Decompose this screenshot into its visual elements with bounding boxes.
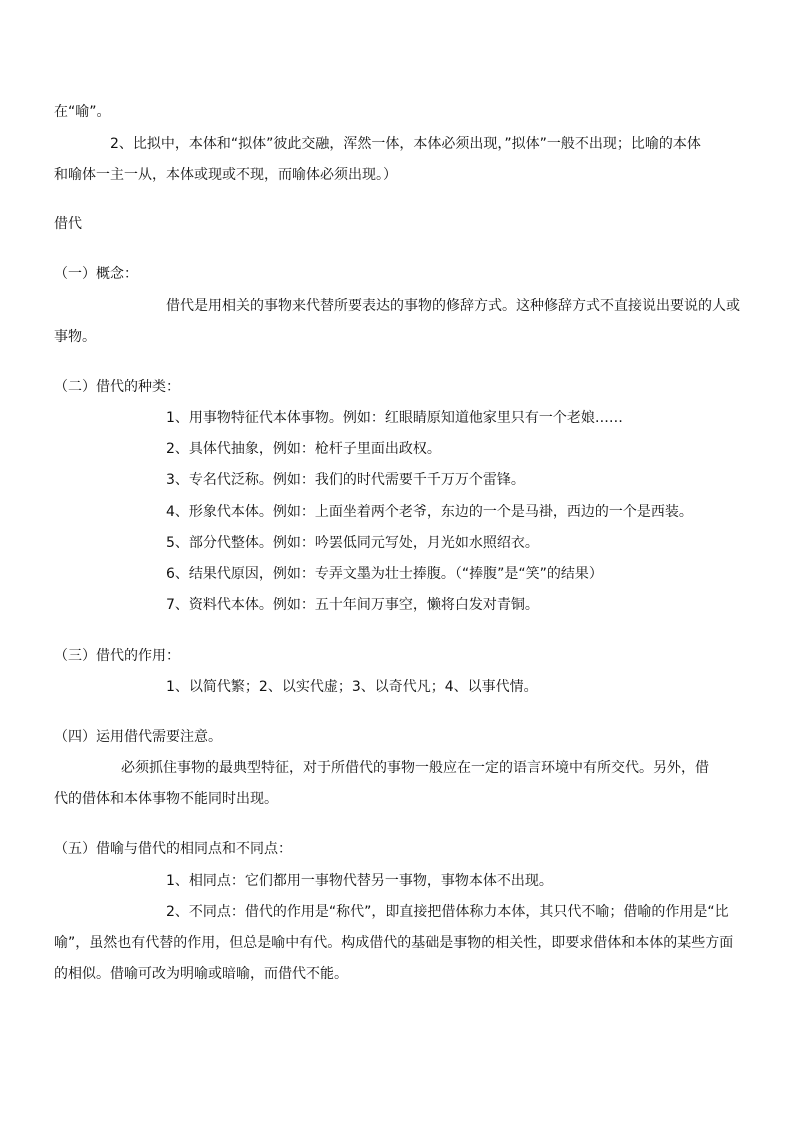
type-item: 5、部分代整体。例如：吟罢低同元写处，月光如水照绍衣。	[166, 535, 539, 551]
notes-text-line-1: 必须抓住事物的最典型特征，对于所借代的事物一般应在一定的语言环境中有所交代。另外，借	[121, 760, 709, 776]
type-item: 3、专名代泛称。例如：我们的时代需要千千万万个雷锋。	[166, 472, 525, 488]
type-item: 2、具体代抽象，例如：枪杆子里面出政权。	[166, 441, 441, 457]
types-heading: （二）借代的种类：	[54, 379, 180, 395]
comparison-diff-line-3: 的相似。借喻可改为明喻或暗喻，而借代不能。	[54, 966, 348, 982]
concept-text-line-2: 事物。	[54, 329, 96, 345]
point-2-line-1: 2、比拟中，本体和“拟体”彼此交融，浑然一体，本体必须出现，”拟体”一般不出现；比喻的本体	[110, 136, 701, 152]
concept-heading: （一）概念：	[54, 266, 138, 282]
point-2-line-2: 和喻体一主一从，本体或现或不现，而喻体必须出现。）	[54, 167, 397, 183]
function-text: 1、以简代繁；2、以实代虚；3、以奇代凡；4、以事代情。	[166, 679, 538, 695]
type-item: 6、结果代原因，例如：专弄文墨为壮士捧腹。（“捧腹”是“笑”的结果）	[166, 566, 603, 582]
notes-text-line-2: 代的借体和本体事物不能同时出现。	[54, 791, 278, 807]
continuation-line: 在“喻”。	[54, 104, 111, 120]
comparison-diff-line-2: 喻”，虽然也有代替的作用，但总是喻中有代。构成借代的基础是事物的相关性，即要求借体和本体的某些方面	[54, 935, 734, 951]
comparison-same: 1、相同点：它们都用一事物代替另一事物，事物本体不出现。	[166, 873, 553, 889]
concept-text-line-1: 借代是用相关的事物来代替所要表达的事物的修辞方式。这种修辞方式不直接说出要说的人或	[166, 298, 740, 314]
section-title: 借代	[54, 216, 82, 232]
comparison-heading: （五）借喻与借代的相同点和不同点：	[54, 841, 292, 857]
type-item: 7、资料代本体。例如：五十年间万事空，懒将白发对青铜。	[166, 597, 539, 613]
function-heading: （三）借代的作用：	[54, 648, 180, 664]
notes-heading: （四）运用借代需要注意。	[54, 729, 222, 745]
type-item: 1、用事物特征代本体事物。例如：红眼睛原知道他家里只有一个老娘……	[166, 410, 623, 426]
comparison-diff-line-1: 2、不同点：借代的作用是“称代”，即直接把借体称力本体，其只代不喻；借喻的作用是“比	[166, 904, 729, 920]
type-item: 4、形象代本体。例如：上面坐着两个老爷，东边的一个是马褂，西边的一个是西装。	[166, 504, 693, 520]
